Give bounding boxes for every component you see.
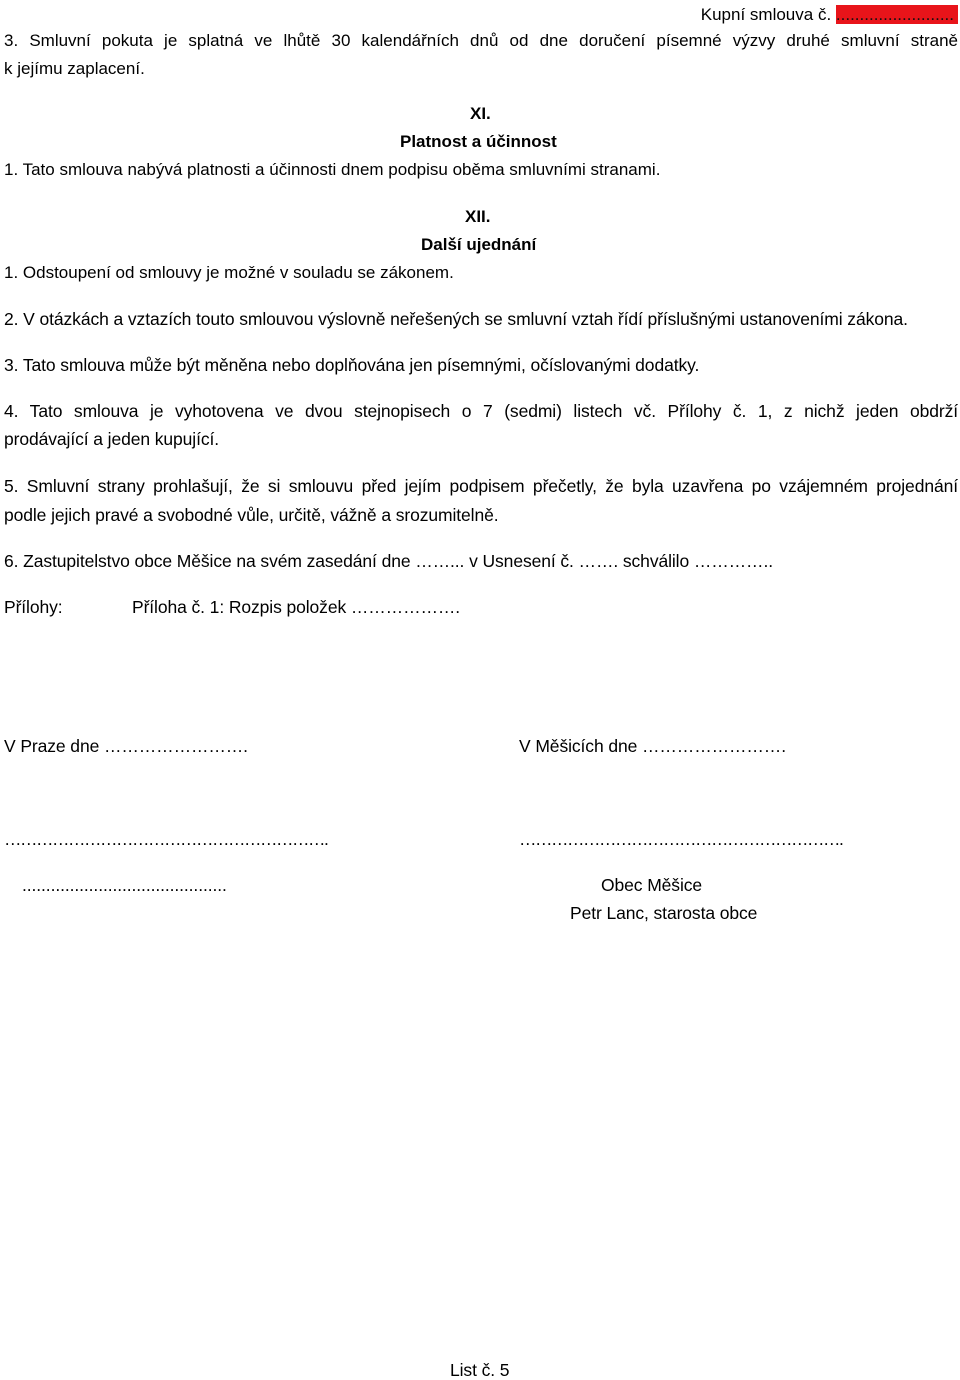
section-xii-number: XII. [465,207,491,226]
section-xi-title: Platnost a účinnost [400,132,557,151]
document-header [701,6,958,23]
paragraph-xii-4-line1: 4. Tato smlouva je vyhotovena ve dvou stejnopisech o 7 (sedmi) listech vč. Přílohy č. 1, z nichž jeden obdrží [4,401,958,421]
signature-left-line: ……………………………………………………. [4,829,328,849]
attachment-item: Příloha č. 1: Rozpis položek ………………. [132,597,461,617]
contract-number-placeholder: ......................... [836,5,958,24]
paragraph-xii-5-line1: 5. Smluvní strany prohlašují, že si smlouvu před jejím podpisem přečetly, že byla uzavřena po vzájemném projednání [4,476,958,496]
paragraph-x-3-line2: k jejímu zaplacení. [4,59,145,78]
paragraph-xii-4-line2: prodávající a jeden kupující. [4,429,220,449]
signature-right-name: Obec Měšice [601,875,703,895]
paragraph-xii-1: 1. Odstoupení od smlouvy je možné v souladu se zákonem. [4,263,454,282]
paragraph-xi-1: 1. Tato smlouva nabývá platnosti a účinnosti dnem podpisu oběma smluvními stranami. [4,160,661,179]
attachments-label: Přílohy: [4,597,63,617]
paragraph-xii-3: 3. Tato smlouva může být měněna nebo doplňována jen písemnými, očíslovanými dodatky. [4,355,700,375]
signature-right-place-date: V Měšicích dne ……………………. [519,736,786,756]
signature-right-line: ……………………………………………………. [519,829,843,849]
header-label: Kupní smlouva č. [700,5,832,24]
paragraph-x-3-line1: 3. Smluvní pokuta je splatná ve lhůtě 30 kalendářních dnů od dne doručení písemné výzvy druhé smluvní straně [4,31,958,50]
page-number: List č. 5 [450,1360,510,1380]
section-xi-number: XI. [470,104,491,123]
signature-right-role: Petr Lanc, starosta obce [570,903,758,923]
paragraph-xii-6: 6. Zastupitelstvo obce Měšice na svém zasedání dne ……... v Usnesení č. ……. schválilo ………….. [4,551,773,571]
section-xii-title: Další ujednání [421,235,537,254]
signature-left-place-date: V Praze dne ……………………. [4,736,248,756]
paragraph-xii-2: 2. V otázkách a vztazích touto smlouvou výslovně neřešených se smluvní vztah řídí příslušnými ustanoveními zákona. [4,309,908,329]
signature-left-name: ........................................... [22,875,227,895]
paragraph-xii-5-line2: podle jejich pravé a svobodné vůle, určitě, vážně a srozumitelně. [4,505,499,525]
